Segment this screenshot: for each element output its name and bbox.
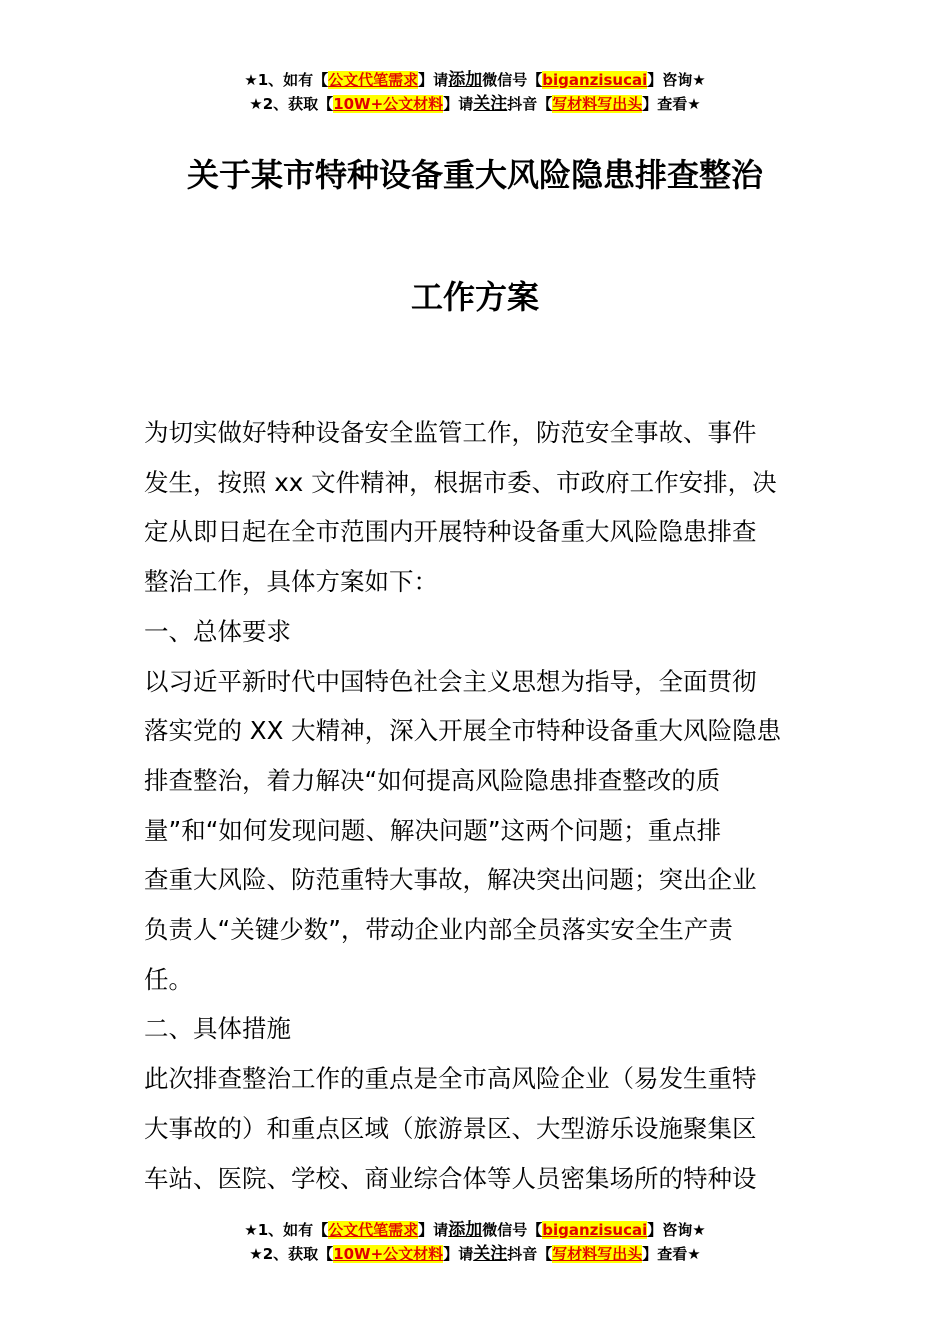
banner-line-1: ★1、如有【公文代笔需求】请添加微信号【biganzisucai】咨询★ xyxy=(244,1220,706,1240)
body-line: 任。 xyxy=(144,964,193,994)
bottom-banner xyxy=(0,1218,950,1266)
body-line: 大事故的）和重点区域（旅游景区、大型游乐设施聚集区 xyxy=(144,1113,757,1143)
doc-title-line-2: 工作方案 xyxy=(410,278,539,316)
body-line: 量”和“如何发现问题、解决问题”这两个问题；重点排 xyxy=(144,815,722,845)
banner-line-2: ★2、获取【10W+公文材料】请关注抖音【写材料写出头】查看★ xyxy=(249,94,701,114)
body-line: 此次排查整治工作的重点是全市高风险企业（易发生重特 xyxy=(144,1064,757,1094)
body-line: 为切实做好特种设备安全监管工作，防范安全事故、事件 xyxy=(144,418,757,447)
body-line: 落实党的 XX 大精神，深入开展全市特种设备重大风险隐患 xyxy=(144,716,782,746)
body-line: 排查整治，着力解决“如何提高风险隐患排查整改的质 xyxy=(144,765,721,795)
doc-title-line-1: 关于某市特种设备重大风险隐患排查整治 xyxy=(186,156,763,194)
banner-line-2: ★2、获取【10W+公文材料】请关注抖音【写材料写出头】查看★ xyxy=(249,1244,701,1264)
body-line: 负责人“关键少数”，带动企业内部全员落实安全生产责 xyxy=(144,915,733,945)
banner-line-1: ★1、如有【公文代笔需求】请添加微信号【biganzisucai】咨询★ xyxy=(244,70,706,90)
top-banner xyxy=(0,68,950,116)
body-line: 查重大风险、防范重特大事故，解决突出问题；突出企业 xyxy=(144,865,757,895)
body-line: 一、总体要求 xyxy=(144,616,291,646)
body-line: 二、具体措施 xyxy=(144,1014,291,1044)
body-line: 车站、医院、学校、商业综合体等人员密集场所的特种设 xyxy=(144,1163,757,1193)
doc-body xyxy=(144,408,814,1203)
body-line: 以习近平新时代中国特色社会主义思想为指导，全面贯彻 xyxy=(144,666,757,696)
body-line: 发生，按照 xx 文件精神，根据市委、市政府工作安排，决 xyxy=(144,467,777,497)
body-line: 定从即日起在全市范围内开展特种设备重大风险隐患排查 xyxy=(144,517,757,547)
body-line: 整治工作，具体方案如下： xyxy=(144,567,438,597)
